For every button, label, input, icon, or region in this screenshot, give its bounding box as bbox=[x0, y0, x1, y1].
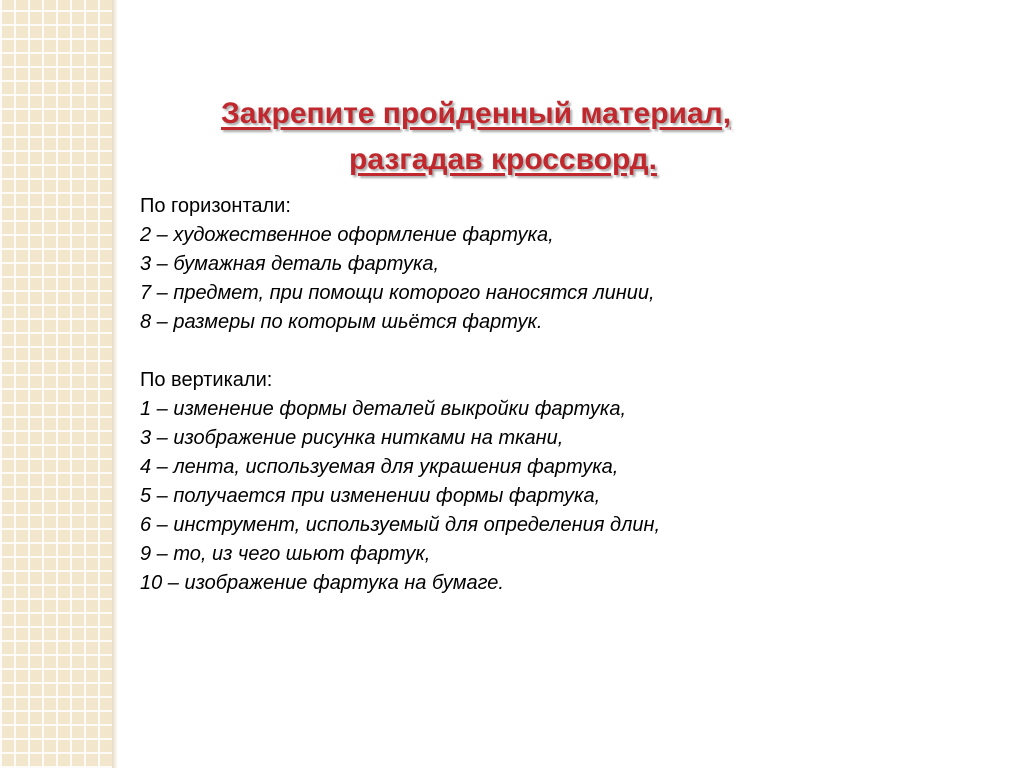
title-leading-rule bbox=[90, 96, 221, 132]
slide-title-line-1 bbox=[90, 96, 731, 132]
title-text-2: разгадав кроссворд. bbox=[349, 143, 657, 176]
vertical-clue-1: 1 – изменение формы деталей выкройки фартука, bbox=[140, 398, 627, 420]
horizontal-clue-3: 3 – бумажная деталь фартука, bbox=[140, 253, 440, 275]
horizontal-clue-7: 7 – предмет, при помощи которого наносятся линии, bbox=[140, 282, 655, 304]
horizontal-clue-8: 8 – размеры по которым шьётся фартук. bbox=[140, 311, 543, 333]
vertical-clue-3: 3 – изображение рисунка нитками на ткани, bbox=[140, 427, 564, 449]
vertical-clue-5: 5 – получается при изменении формы фартука, bbox=[140, 485, 601, 507]
slide-title-line-2 bbox=[349, 142, 657, 178]
horizontal-heading: По горизонтали: bbox=[140, 195, 291, 217]
clue-group-spacer bbox=[140, 337, 660, 366]
title-text-1: Закрепите пройденный материал, bbox=[221, 97, 732, 130]
horizontal-clue-2: 2 – художественное оформление фартука, bbox=[140, 224, 554, 246]
vertical-clue-4: 4 – лента, используемая для украшения фартука, bbox=[140, 456, 619, 478]
crossword-clues bbox=[140, 192, 660, 598]
vertical-heading: По вертикали: bbox=[140, 369, 273, 391]
vertical-clue-9: 9 – то, из чего шьют фартук, bbox=[140, 543, 431, 565]
vertical-clue-10: 10 – изображение фартука на бумаге. bbox=[140, 572, 504, 594]
vertical-clue-6: 6 – инструмент, используемый для определения длин, bbox=[140, 514, 661, 536]
